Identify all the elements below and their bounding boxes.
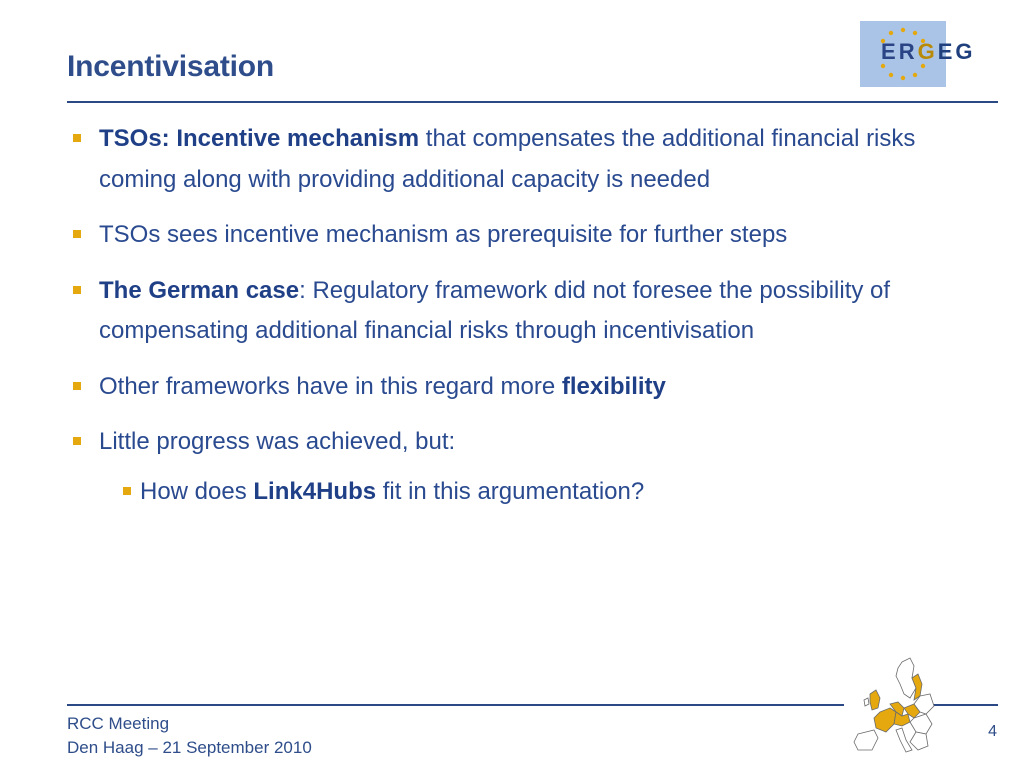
bullet-list: [72, 119, 932, 512]
footer: [67, 712, 312, 760]
title-divider: [67, 101, 998, 103]
bullet-item: Other frameworks have in this regard more flexibility: [72, 367, 932, 408]
bullet-square-icon: [73, 286, 81, 294]
footer-location-date: Den Haag – 21 September 2010: [67, 738, 312, 757]
footer-divider-right: [932, 704, 998, 706]
bullet-square-icon: [73, 230, 81, 238]
sub-bullet-item: How does Link4Hubs fit in this argumentation?: [72, 472, 932, 513]
bullet-square-icon: [123, 487, 131, 495]
footer-event: RCC Meeting: [67, 714, 170, 733]
bullet-square-icon: [73, 134, 81, 142]
bullet-item: The German case: Regulatory framework did not foresee the possibility of compensating additional financial risks through incentivisation: [72, 271, 932, 352]
footer-divider-left: [67, 704, 844, 706]
bullet-square-icon: [73, 382, 81, 390]
bullet-item: TSOs: Incentive mechanism that compensates the additional financial risks coming along with providing additional capacity is needed: [72, 119, 932, 200]
page-number: 4: [988, 723, 997, 740]
slide-title: Incentivisation: [67, 50, 275, 83]
bullet-item: Little progress was achieved, but:: [72, 422, 932, 463]
bullet-square-icon: [73, 437, 81, 445]
europe-map-icon: [840, 654, 940, 764]
logo-text: ERGEG: [881, 39, 976, 64]
bullet-item: TSOs sees incentive mechanism as prerequisite for further steps: [72, 215, 932, 256]
